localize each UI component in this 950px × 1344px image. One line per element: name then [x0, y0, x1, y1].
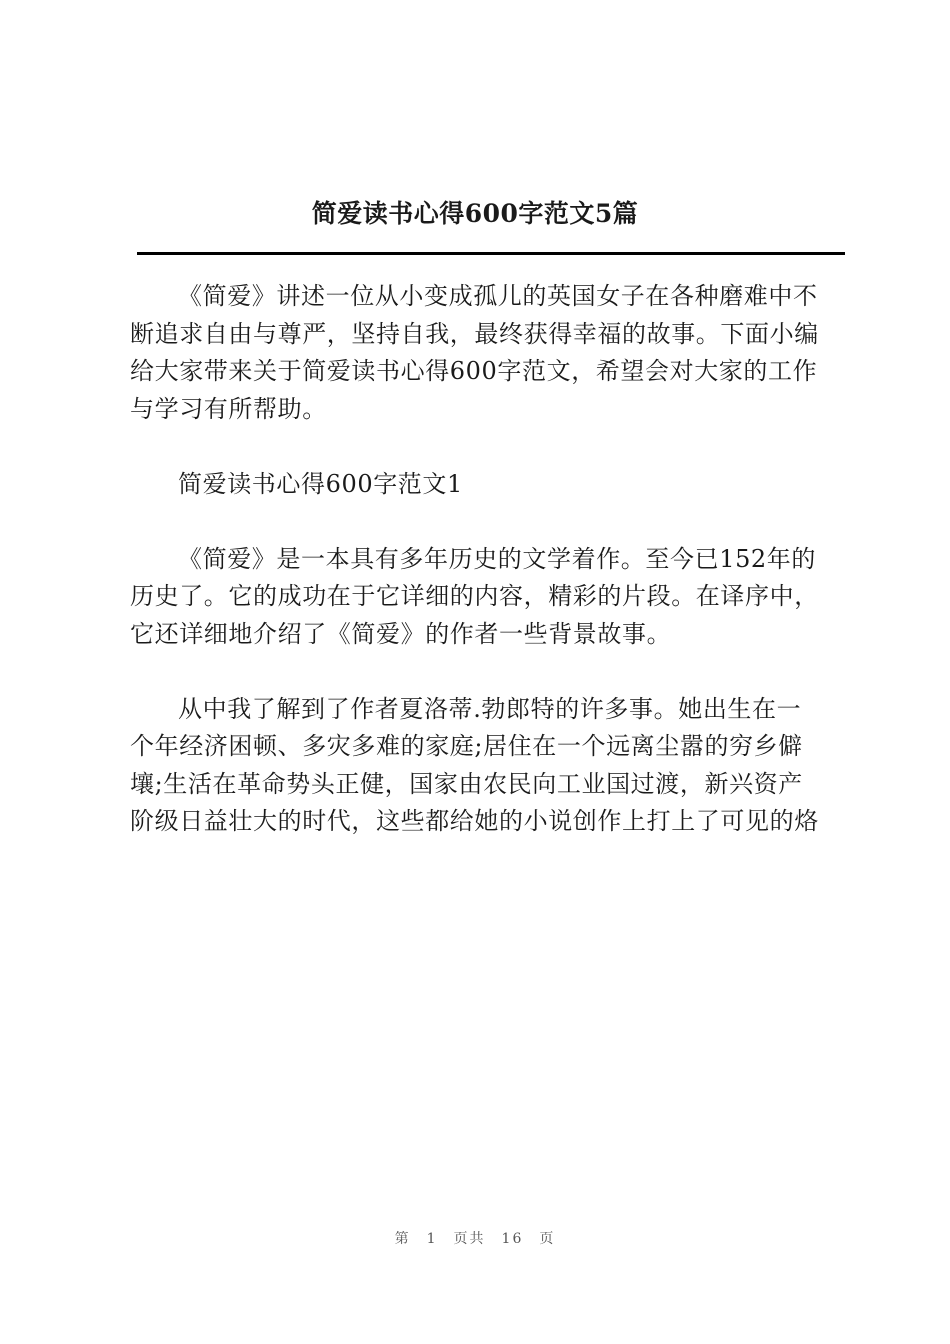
text-line: 它还详细地介绍了《简爱》的作者一些背景故事。 — [130, 619, 672, 648]
text-line: 阶级日益壮大的时代，这些都给她的小说创作上打上了可见的烙 — [130, 807, 819, 835]
text-line: 壤;生活在革命势头正健，国家由农民向工业国过渡，新兴资产 — [130, 769, 803, 798]
text-line: 给大家带来关于简爱读书心得600字范文，希望会对大家的工作 — [130, 357, 818, 385]
text-line: 从中我了解到了作者夏洛蒂.勃郎特的许多事。她出生在一 — [178, 694, 802, 723]
document-body — [130, 278, 842, 841]
text-line: 个年经济困顿、多灾多难的家庭;居住在一个远离尘嚣的穷乡僻 — [130, 732, 803, 760]
document-title: 简爱读书心得600字范文5篇 — [311, 199, 639, 228]
footer-prefix: 第 — [394, 1231, 411, 1247]
footer-page-number: 1 — [426, 1231, 438, 1247]
paragraph-author — [130, 691, 842, 841]
paragraph-history — [130, 541, 842, 654]
text-line: 断追求自由与尊严，坚持自我，最终获得幸福的故事。下面小编 — [130, 319, 819, 348]
text-line: 与学习有所帮助。 — [130, 394, 327, 423]
title-underline — [137, 252, 845, 255]
text-line: 历史了。它的成功在于它详细的内容，精彩的片段。在译序中， — [130, 582, 819, 610]
footer-suffix: 页 — [539, 1231, 556, 1247]
footer-middle: 页共 — [453, 1231, 486, 1247]
text-line: 简爱读书心得600字范文1 — [178, 469, 463, 498]
page-footer — [0, 1229, 950, 1249]
footer-total-pages: 16 — [501, 1231, 524, 1247]
section-heading — [130, 466, 842, 504]
text-line: 《简爱》是一本具有多年历史的文学着作。至今已152年的 — [178, 544, 817, 573]
text-line: 《简爱》讲述一位从小变成孤儿的英国女子在各种磨难中不 — [178, 282, 818, 310]
paragraph-intro — [130, 278, 842, 428]
